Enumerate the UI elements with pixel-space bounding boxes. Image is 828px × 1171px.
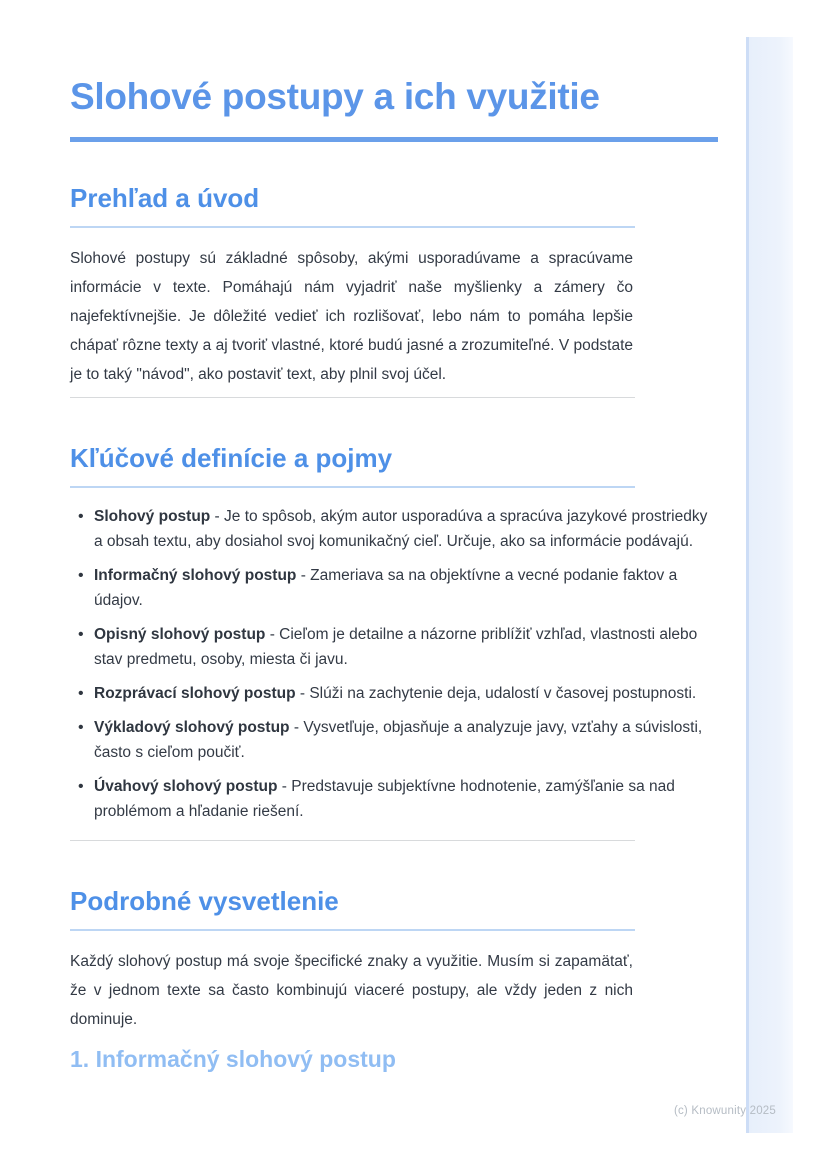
definition-text: Predstavuje subjektívne hodnotenie, zamýšľanie sa nad problémom a hľadanie riešení. [94,778,675,821]
definitions-heading: Kľúčové definície a pojmy [70,443,393,474]
definition-separator: - [295,685,310,703]
definition-term: Informačný slohový postup [94,567,297,585]
definition-text: Je to spôsob, akým autor usporadúva a spracúva jazykové prostriedky a obsah textu, aby dosiahol svoj komunikačný cieľ. Určuje, ako sa informácie podávajú. [94,508,708,551]
definition-separator: - [277,778,292,796]
definition-text: Vysvetľuje, objasňuje a analyzuje javy, vzťahy a súvislosti, často s cieľom poučiť. [94,719,703,762]
definition-text: Zameriava sa na objektívne a vecné podanie faktov a údajov. [94,567,678,610]
section-intro [70,184,718,389]
definition-item [94,715,718,765]
definition-separator: - [265,626,280,644]
page-accent-stripe [746,37,793,1133]
intro-heading-rule [70,226,635,228]
definition-term: Slohový postup [94,508,211,526]
document-content [70,0,718,1074]
definition-item [94,774,718,824]
definition-separator: - [296,567,311,585]
definition-term: Rozprávací slohový postup [94,685,296,703]
footer-credit: (c) Knowunity 2025 [673,1105,776,1117]
section-explanation [70,887,718,1073]
definition-text: Slúži na zachytenie deja, udalostí v časovej postupnosti. [309,685,697,703]
definition-item [94,504,718,554]
definition-item [94,563,718,613]
explanation-subheading: 1. Informačný slohový postup [70,1046,396,1073]
definitions-list [70,504,718,824]
definition-item [94,622,718,672]
document-title: Slohové postupy a ich využitie [70,76,600,117]
section-divider [70,840,635,841]
definition-separator: - [289,719,304,737]
explanation-paragraph: Každý slohový postup má svoje špecifické znaky a využitie. Musím si zapamätať, že v jednom texte sa často kombinujú viaceré postupy, ale vždy jeden z nich dominuje. [70,953,633,1029]
definition-item [94,681,718,706]
section-divider [70,397,635,398]
definition-term: Úvahový slohový postup [94,778,278,796]
definitions-heading-rule [70,486,635,488]
definition-separator: - [210,508,225,526]
definition-term: Výkladový slohový postup [94,719,290,737]
definition-text: Cieľom je detailne a názorne priblížiť vzhľad, vlastnosti alebo stav predmetu, osoby, miesta či javu. [94,626,698,669]
intro-heading: Prehľad a úvod [70,183,260,214]
intro-paragraph: Slohové postupy sú základné spôsoby, akými usporadúvame a spracúvame informácie v texte. Pomáhajú nám vyjadriť naše myšlienky a zámery čo najefektívnejšie. Je dôležité vedieť ich rozlišovať, lebo nám to pomáha lepšie chápať rôzne texty a aj tvoriť vlastné, ktoré budú jasné a zrozumiteľné. V podstate je to taký "návod", ako postaviť text, aby plnil svoj účel. [70,250,633,384]
explanation-heading: Podrobné vysvetlenie [70,886,339,917]
section-definitions [70,444,718,824]
title-rule [70,137,718,142]
explanation-heading-rule [70,929,635,931]
definition-term: Opisný slohový postup [94,626,266,644]
